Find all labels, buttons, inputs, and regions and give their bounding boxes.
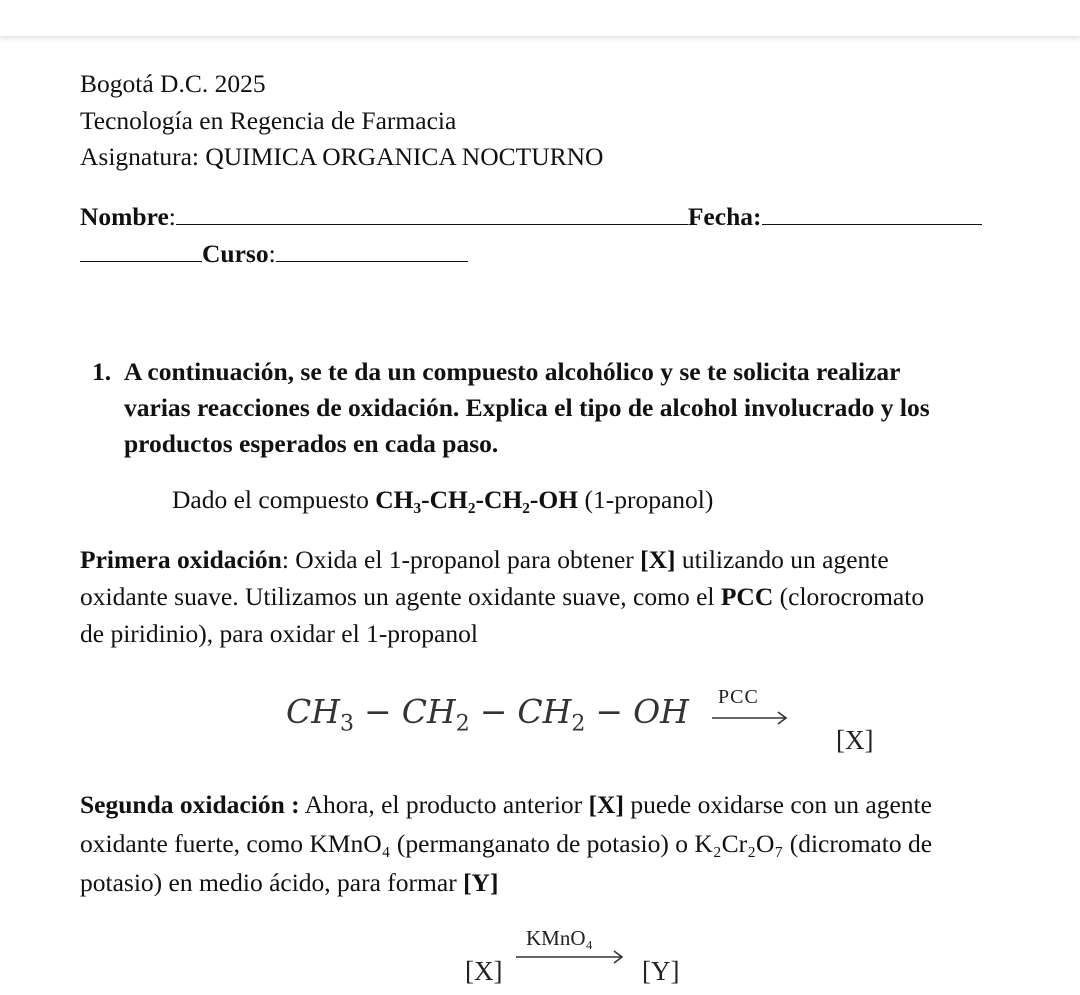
reaction-2-arrow-icon <box>514 949 626 965</box>
second-oxidation-x: [X] <box>588 790 624 819</box>
first-oxidation-text-1: : Oxida el 1-propanol para obtener <box>281 545 641 574</box>
question-number: 1. <box>92 357 112 386</box>
reaction-1-arrow-icon <box>710 709 790 725</box>
second-oxidation-y: [Y] <box>463 868 499 897</box>
second-oxidation-text-1: Ahora, el producto anterior <box>299 790 589 819</box>
header-subject: Asignatura: QUIMICA ORGANICA NOCTURNO <box>80 142 604 171</box>
nombre-colon: : <box>168 202 176 231</box>
reaction-1-product: [X] <box>836 725 874 755</box>
reaction-2-reactant: [X] <box>465 956 503 986</box>
compound-statement <box>172 484 713 516</box>
first-oxidation-text-4: (clorocromato <box>773 582 925 611</box>
first-oxidation-text-2: utilizando un agente <box>675 545 889 574</box>
second-oxidation-title: Segunda oxidación : <box>80 790 300 819</box>
reaction-1-equation <box>286 692 689 737</box>
first-oxidation-x: [X] <box>640 545 676 574</box>
second-oxidation-text-3: potasio) en medio ácido, para formar <box>80 868 464 897</box>
r1-minus-2: − <box>479 692 508 731</box>
question-line-1: A continuación, se te da un compuesto alcohólico y se te solicita realizar <box>124 357 901 386</box>
r1-sub-2b: 2 <box>571 711 586 737</box>
curso-label: Curso <box>202 239 269 268</box>
first-oxidation-line-3: de piridinio), para oxidar el 1-propanol <box>80 619 478 648</box>
reaction-1-reagent: PCC <box>718 686 759 708</box>
first-oxidation-line-2 <box>80 578 1010 615</box>
first-oxidation-title: Primera oxidación <box>80 545 282 574</box>
question-1 <box>92 354 1012 462</box>
r1-minus-3: − <box>595 692 624 731</box>
r1-sub-3: 3 <box>340 711 355 737</box>
first-oxidation-text-3: oxidante suave. Utilizamos un agente oxidante suave, como el <box>80 582 721 611</box>
curso-colon: : <box>268 239 276 268</box>
r1-ch2-a: CH <box>401 692 456 731</box>
question-line-2: varias reacciones de oxidación. Explica el tipo de alcohol involucrado y los <box>124 393 930 422</box>
first-oxidation-paragraph <box>80 541 1010 652</box>
fecha-label: Fecha: <box>687 202 762 231</box>
nombre-label: Nombre <box>80 202 169 231</box>
form-row-1 <box>80 200 982 233</box>
second-oxidation-line-3 <box>80 864 1010 901</box>
r1-ch2-b: CH <box>517 692 572 731</box>
first-oxidation-pcc: PCC <box>720 582 774 611</box>
r1-oh: OH <box>633 692 689 731</box>
curso-field[interactable] <box>276 237 468 262</box>
second-oxidation-paragraph <box>80 786 1010 901</box>
r1-sub-2a: 2 <box>455 711 470 737</box>
fecha-field[interactable] <box>762 200 982 225</box>
reaction-2-product: [Y] <box>642 956 680 986</box>
second-oxidation-line-1 <box>80 786 1010 823</box>
fecha-field-continued[interactable] <box>80 237 202 262</box>
compound-suffix: (1-propanol) <box>578 485 714 514</box>
header-city-year: Bogotá D.C. 2025 <box>80 69 266 98</box>
question-line-3: productos esperados en cada paso. <box>124 429 499 458</box>
compound-prefix: Dado el compuesto <box>172 485 376 514</box>
compound-formula: CH₃-CH₂-CH₂-OH <box>375 485 579 514</box>
header-program: Tecnología en Regencia de Farmacia <box>80 106 457 135</box>
r1-minus-1: − <box>364 692 392 731</box>
reaction-2-reagent: KMnO₄ <box>526 926 593 950</box>
r1-ch3: CH <box>286 692 341 731</box>
form-row-2 <box>80 237 468 270</box>
second-oxidation-line-2: oxidante fuerte, como KMnO₄ (permanganato de potasio) o K₂Cr₂O₇ (dicromato de <box>80 829 933 858</box>
nombre-field[interactable] <box>176 200 688 225</box>
second-oxidation-text-2: puede oxidarse con un agente <box>623 790 932 819</box>
first-oxidation-line-1 <box>80 541 1010 578</box>
document-top-bar <box>0 0 1080 37</box>
